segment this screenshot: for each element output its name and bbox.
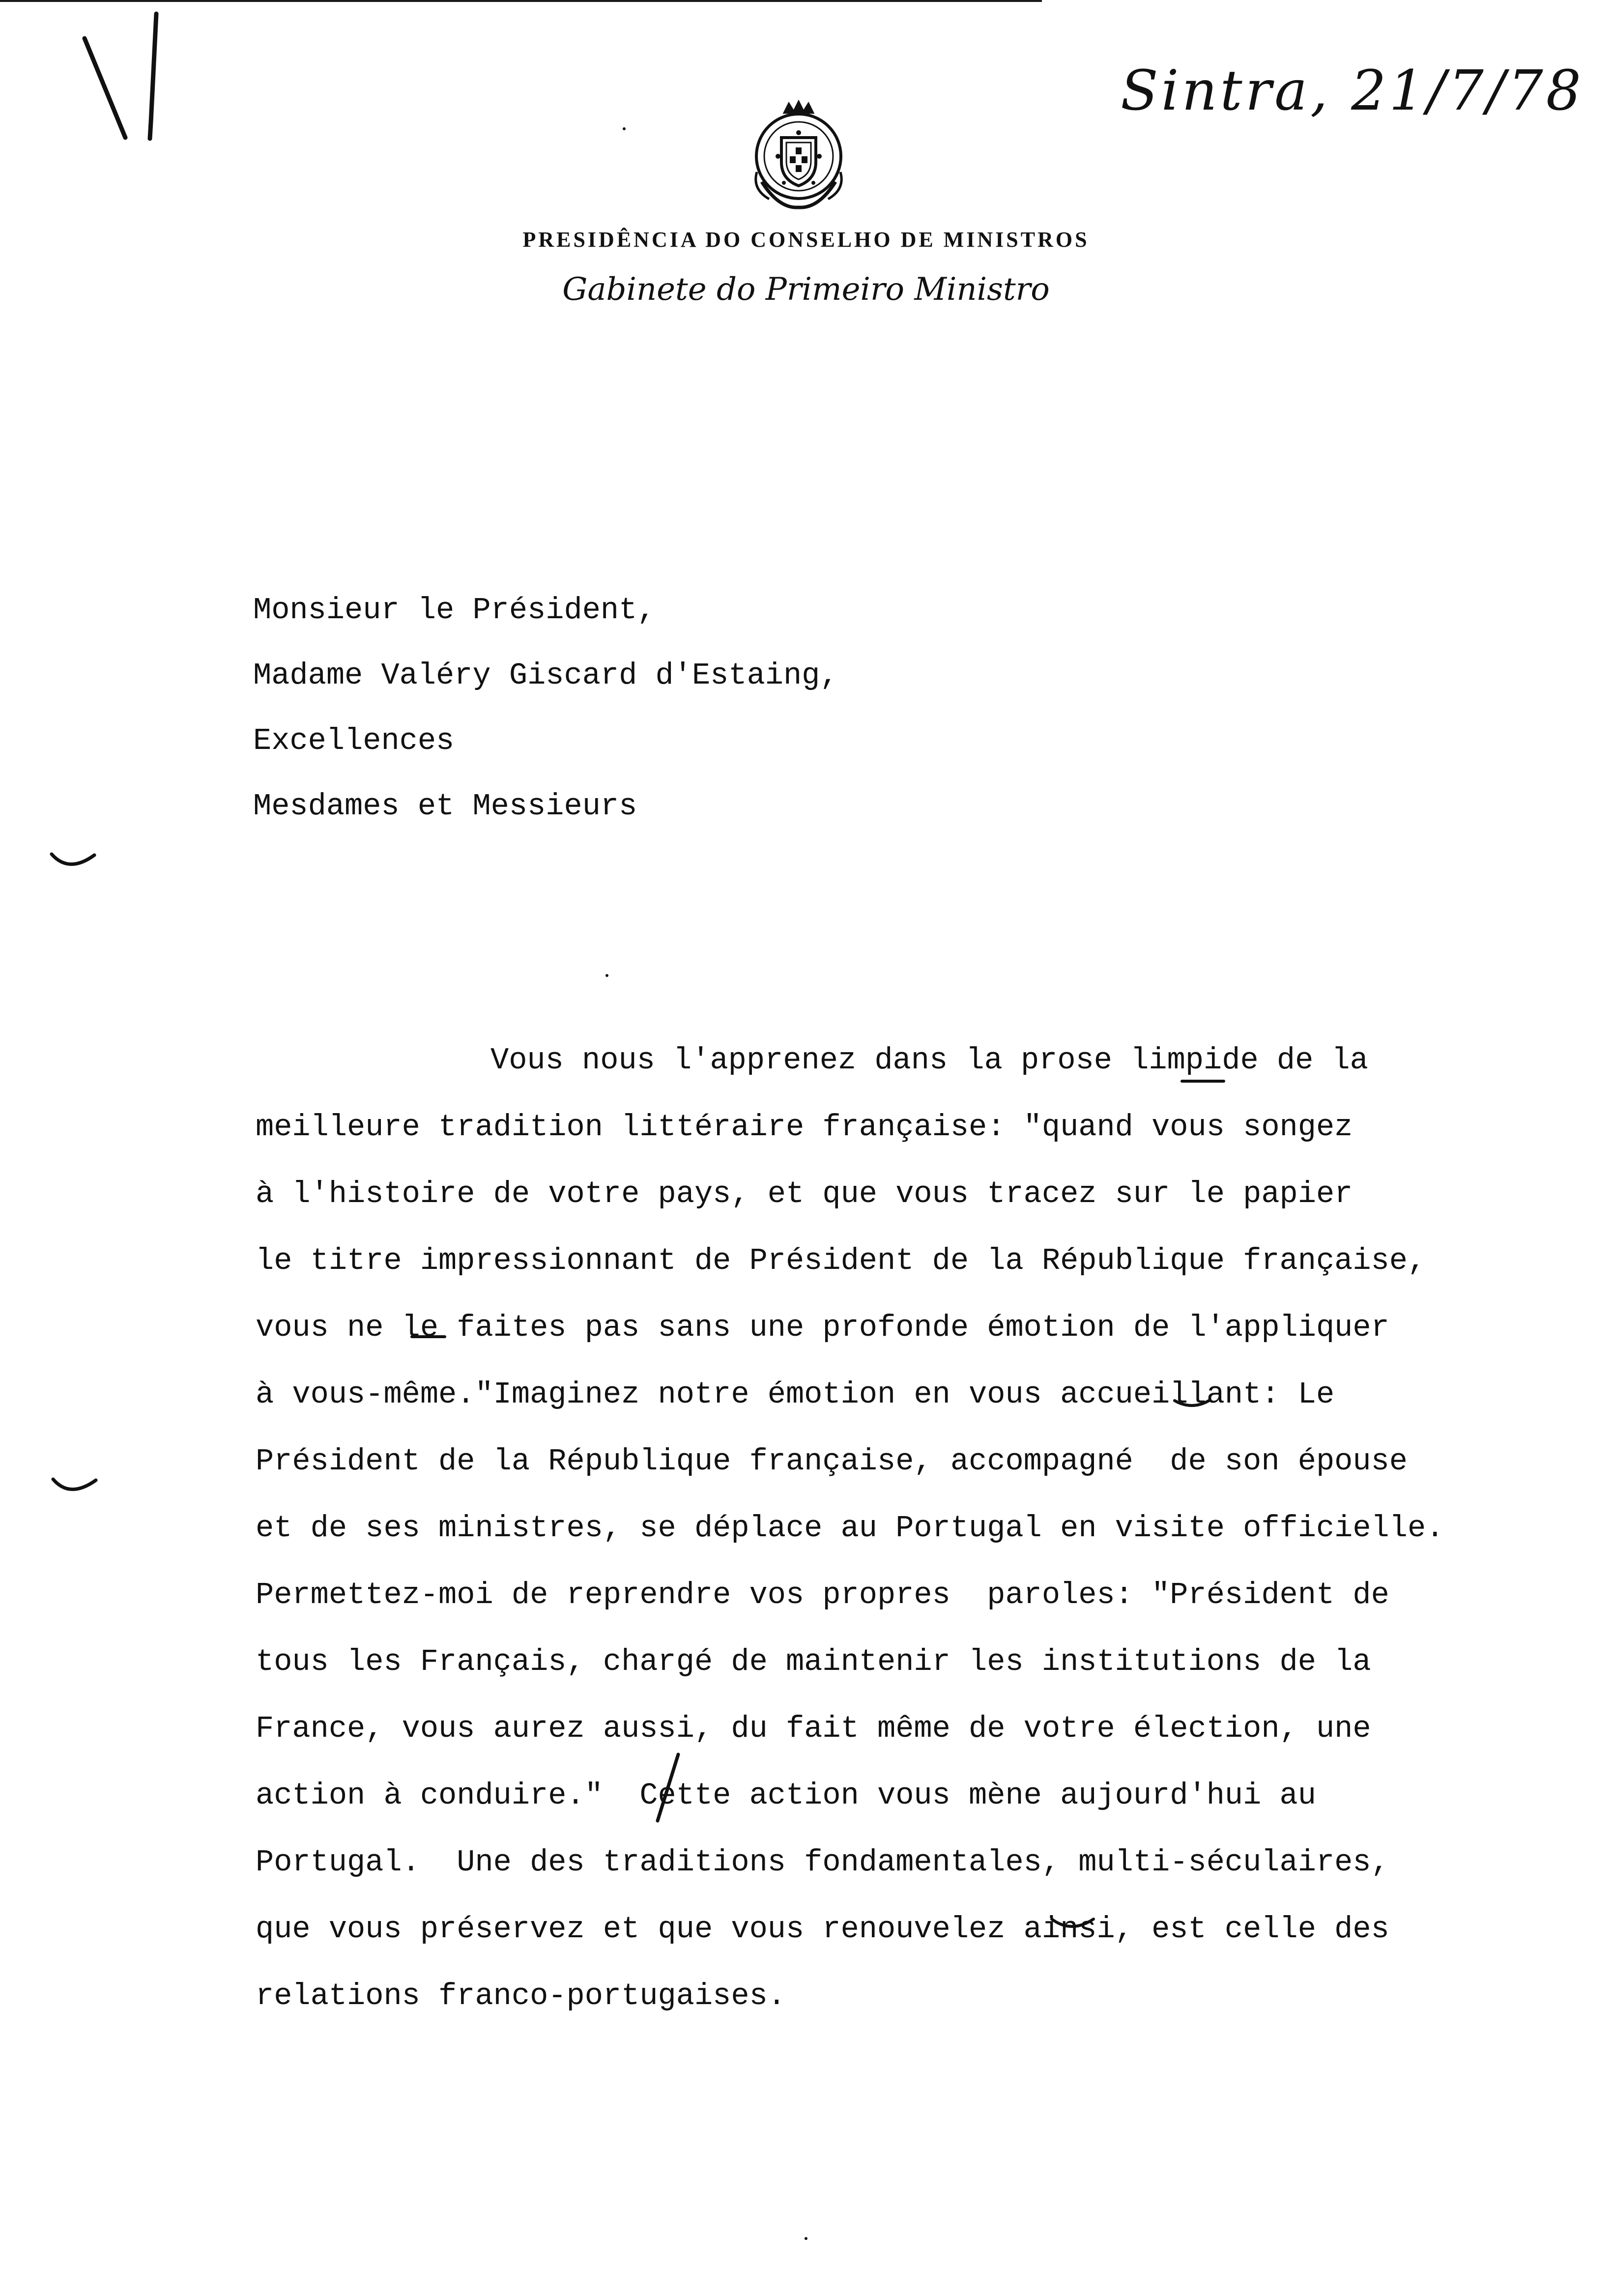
margin-mark-2 xyxy=(53,1479,96,1490)
salutation-line: Madame Valéry Giscard d'Estaing, xyxy=(253,658,838,693)
body-line: France, vous aurez aussi, du fait même de votre élection, une xyxy=(256,1711,1371,1746)
handwritten-place-date: Sintra, 21/7/78 xyxy=(1121,59,1584,123)
salutation-line: Mesdames et Messieurs xyxy=(253,789,637,824)
margin-mark-1 xyxy=(52,854,94,864)
pen-stroke-backslash xyxy=(85,38,125,138)
letterhead-office: Gabinete do Primeiro Ministro xyxy=(562,271,1050,308)
speck-2 xyxy=(623,127,626,130)
body-line: Permettez-moi de reprendre vos propres paroles: "Président de xyxy=(256,1578,1389,1612)
body-line: meilleure tradition littéraire française: "quand vous songez xyxy=(256,1110,1353,1145)
body-line: Portugal. Une des traditions fondamentales, multi-séculaires, xyxy=(256,1845,1389,1880)
speck-3 xyxy=(805,2237,807,2240)
body-line: et de ses ministres, se déplace au Portugal en visite officielle. xyxy=(256,1511,1444,1546)
body-line: Vous nous l'apprenez dans la prose limpide de la xyxy=(490,1043,1368,1078)
salutation-line: Monsieur le Président, xyxy=(253,593,656,628)
body-line: tous les Français, chargé de maintenir les institutions de la xyxy=(256,1644,1371,1679)
salutation-line: Excellences xyxy=(253,723,455,758)
body-line: le titre impressionnant de Président de la République française, xyxy=(256,1243,1426,1278)
body-line: relations franco-portugaises. xyxy=(256,1979,786,2013)
body-line: Président de la République française, accompagné de son épouse xyxy=(256,1444,1408,1479)
coat-of-arms-icon xyxy=(735,98,863,226)
body-line: action à conduire." Cette action vous mène aujourd'hui au xyxy=(256,1778,1316,1813)
body-line: à vous-même."Imaginez notre émotion en vous accueillant: Le xyxy=(256,1377,1335,1412)
body-line: vous ne le faites pas sans une profonde émotion de l'appliquer xyxy=(256,1310,1389,1345)
body-line: à l'histoire de votre pays, et que vous tracez sur le papier xyxy=(256,1177,1353,1211)
letterhead-organization: PRESIDÊNCIA DO CONSELHO DE MINISTROS xyxy=(522,228,1090,252)
body-line: que vous préservez et que vous renouvelez ainsi, est celle des xyxy=(256,1912,1389,1947)
salutation-block xyxy=(253,577,838,839)
speck-1 xyxy=(605,974,608,977)
body-paragraph xyxy=(256,1027,1444,2030)
pen-stroke-vertical xyxy=(150,14,156,139)
